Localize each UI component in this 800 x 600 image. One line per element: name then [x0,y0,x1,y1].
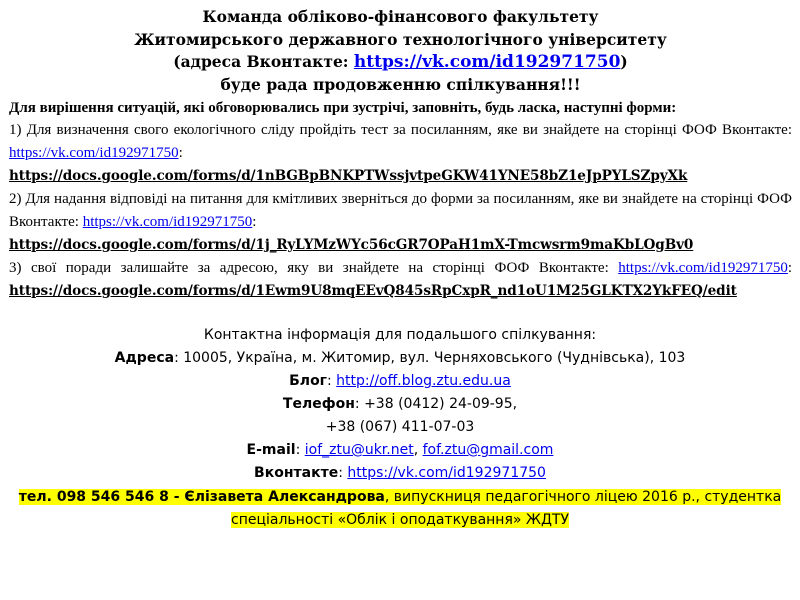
header-line-3: (адреса Вконтакте: https://vk.com/id192971750) [173,52,628,72]
signature-highlight-1: тел. 098 546 546 8 - Єлізавета Александрова, випускниця педагогічного ліцею 2016 р., студентка [18,489,782,505]
signature-line-1 [0,486,800,509]
signature-line-2 [0,509,800,532]
phone-label: Телефон [282,396,355,412]
item-2: 2) Для надання відповіді на питання для кмітливих зверніться до форми за посиланням, яке ви знайдете на сторінці ФОФ Вконтакте: https://vk.com/id192971750: https://docs.google.com/forms/d/1j_RyLYMzWYc56cGR7OPaH1mX-Tmcwsrm9maKbLOgBv0 [9,191,792,253]
item-3: 3) свої поради залишайте за адресою, яку ви знайдете на сторінці ФОФ Вконтакте: https://vk.com/id192971750: [9,260,792,276]
signature-block [0,486,800,532]
header-vk-link[interactable]: https://vk.com/id192971750 [353,52,621,72]
vk-link[interactable]: https://vk.com/id192971750 [347,465,546,481]
item-1-form-link[interactable]: https://docs.google.com/forms/d/1nBGBpBNKPTWssjvtpeGKW41YNE58bZ1eJpPYLSZpyXk [9,168,688,184]
blog-link[interactable]: http://off.blog.ztu.edu.ua [336,373,511,389]
address-value: : 10005, Україна, м. Житомир, вул. Черняховського (Чуднівська), 103 [174,350,686,366]
item-1-text: 1) Для визначення свого екологічного сліду пройдіть тест за посиланням, яке ви знайдете на сторінці ФОФ Вконтакте: [9,122,792,138]
phone-row [0,393,800,416]
email-link-2[interactable]: fof.ztu@gmail.com [422,442,554,458]
email-row: E-mail: iof_ztu@ukr.net, fof.ztu@gmail.com [246,442,554,458]
item-1-vk-link[interactable]: https://vk.com/id192971750 [9,145,179,161]
email-label: E-mail [246,442,296,458]
phone-value-1: : +38 (0412) 24-09-95, [354,396,518,412]
vk-row: Вконтакте: https://vk.com/id192971750 [254,465,546,481]
signature-highlight-2: спеціальності «Облік і оподаткування» ЖДТУ [231,512,569,528]
address-label: Адреса [114,350,175,366]
item-1: 1) Для визначення свого екологічного сліду пройдіть тест за посиланням, яке ви знайдете на сторінці ФОФ Вконтакте: https://vk.com/id192971750: https://docs.google.com/forms/d/1nBGBpBNKPTWssjvtpeGKW41YNE58bZ1eJpPYLSZpyXk [9,122,792,184]
item-2-text: 2) Для надання відповіді на питання для кмітливих зверніться до форми за посиланням, яке ви знайдете на сторінці ФОФ Вконтакте: [9,191,792,230]
contacts-heading: Контактна інформація для подальшого спілкування: [203,327,597,343]
email-link-1[interactable]: iof_ztu@ukr.net [304,442,414,458]
item-3-form-row [9,280,792,303]
header-line-4: буде рада продовженню спілкування!!! [220,74,581,94]
blog-row: Блог: http://off.blog.ztu.edu.ua [289,373,511,389]
item-3-text: 3) свої поради залишайте за адресою, яку ви знайдете на сторінці ФОФ Вконтакте: [9,260,619,276]
header-line-2: Житомирського державного технологічного університету [134,29,667,49]
signature-name: тел. 098 546 546 8 - Єлізавета Александрова [18,489,385,505]
header [9,6,792,96]
phone-row-2: +38 (067) 411-07-03 [325,419,475,435]
item-3-form-link[interactable]: https://docs.google.com/forms/d/1Ewm9U8mqEEvQ845sRpCxpR_nd1oU1M25GLKTX2YkFEQ/edit [9,283,737,299]
vk-label: Вконтакте [254,465,339,481]
contacts-block [0,324,800,485]
header-line-1: Команда обліково-фінансового факультету [202,7,599,26]
intro-text: Для вирішення ситуацій, які обговорювались при зустрічі, заповніть, будь ласка, наступні форми: [9,100,677,116]
item-2-vk-link[interactable]: https://vk.com/id192971750 [82,214,253,230]
blog-label: Блог [289,373,327,389]
item-2-form-link[interactable]: https://docs.google.com/forms/d/1j_RyLYMzWYc56cGR7OPaH1mX-Tmcwsrm9maKbLOgBv0 [9,237,694,253]
item-3-vk-link[interactable]: https://vk.com/id192971750 [618,260,788,276]
document [9,6,792,303]
address-row [0,347,800,370]
